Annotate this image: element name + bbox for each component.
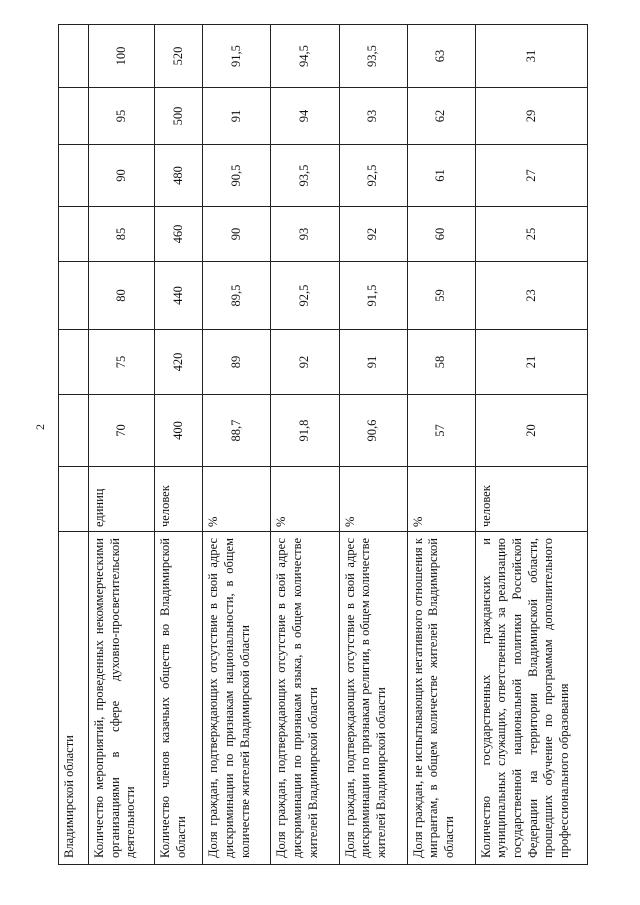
value-cell: 21 xyxy=(475,330,587,395)
value-cell: 23 xyxy=(475,262,587,330)
value-cell: 90,6 xyxy=(339,395,407,467)
unit-cell: % xyxy=(203,467,271,532)
indicator-name-cell: Доля граждан, не испытывающих негативного отношения к мигрантам, в общем количестве жителей Владимирской области xyxy=(407,532,475,865)
value-cell: 59 xyxy=(407,262,475,330)
value-cell: 90 xyxy=(89,145,155,207)
value-cell: 75 xyxy=(89,330,155,395)
unit-cell: % xyxy=(407,467,475,532)
value-cell: 88,7 xyxy=(203,395,271,467)
table-row xyxy=(475,25,587,865)
value-cell: 93 xyxy=(339,88,407,145)
indicator-name-cell: Доля граждан, подтверждающих отсутствие в свой адрес дискриминации по признакам национальности, в общем количестве жителей Владимирской области xyxy=(203,532,271,865)
value-cell: 93 xyxy=(271,207,339,262)
value-cell: 93,5 xyxy=(271,145,339,207)
value-cell: 62 xyxy=(407,88,475,145)
value-cell: 25 xyxy=(475,207,587,262)
unit-cell: % xyxy=(271,467,339,532)
unit-cell: человек xyxy=(155,467,203,532)
value-cell: 400 xyxy=(155,395,203,467)
value-cell: 61 xyxy=(407,145,475,207)
table-row xyxy=(59,25,89,865)
table-row xyxy=(155,25,203,865)
value-cell: 89,5 xyxy=(203,262,271,330)
table-row xyxy=(271,25,339,865)
value-cell: 31 xyxy=(475,25,587,88)
value-cell: 20 xyxy=(475,395,587,467)
value-cell: 29 xyxy=(475,88,587,145)
value-cell: 92,5 xyxy=(339,145,407,207)
indicator-name-cell: Доля граждан, подтверждающих отсутствие в свой адрес дискриминации по признакам языка, в общем количестве жителей Владимирской области xyxy=(271,532,339,865)
page-number: 2 xyxy=(33,424,47,430)
empty-cell xyxy=(59,207,89,262)
value-cell: 460 xyxy=(155,207,203,262)
value-cell: 480 xyxy=(155,145,203,207)
value-cell: 80 xyxy=(89,262,155,330)
value-cell: 94 xyxy=(271,88,339,145)
value-cell: 93,5 xyxy=(339,25,407,88)
empty-cell xyxy=(59,88,89,145)
value-cell: 91,5 xyxy=(339,262,407,330)
value-cell: 60 xyxy=(407,207,475,262)
value-cell: 27 xyxy=(475,145,587,207)
unit-cell: единиц xyxy=(89,467,155,532)
indicator-name-cell: Доля граждан, подтверждающих отсутствие в свой адрес дискриминации по признакам религии, в общем количестве жителей Владимирской области xyxy=(339,532,407,865)
continuation-cell: Владимирской области xyxy=(59,532,89,865)
table-row xyxy=(339,25,407,865)
value-cell: 94,5 xyxy=(271,25,339,88)
value-cell: 58 xyxy=(407,330,475,395)
indicator-name-cell: Количество членов казачьих обществ во Владимирской области xyxy=(155,532,203,865)
value-cell: 63 xyxy=(407,25,475,88)
table-row xyxy=(203,25,271,865)
value-cell: 91,5 xyxy=(203,25,271,88)
value-cell: 92,5 xyxy=(271,262,339,330)
empty-cell xyxy=(59,262,89,330)
unit-cell: человек xyxy=(475,467,587,532)
unit-cell: % xyxy=(339,467,407,532)
table-row xyxy=(407,25,475,865)
value-cell: 520 xyxy=(155,25,203,88)
value-cell: 91 xyxy=(203,88,271,145)
value-cell: 90 xyxy=(203,207,271,262)
empty-cell xyxy=(59,145,89,207)
indicators-table xyxy=(58,24,588,865)
indicator-name-cell: Количество государственных гражданских и муниципальных служащих, ответственных за реализацию государственной национальной политики Российской Федерации на территории Владимирской области, прошедших обучение по программам дополнительного профессионального образования xyxy=(475,532,587,865)
value-cell: 70 xyxy=(89,395,155,467)
value-cell: 91 xyxy=(339,330,407,395)
value-cell: 95 xyxy=(89,88,155,145)
value-cell: 91,8 xyxy=(271,395,339,467)
value-cell: 420 xyxy=(155,330,203,395)
value-cell: 92 xyxy=(339,207,407,262)
indicator-name-cell: Количество мероприятий, проведенных некоммерческими организациями в сфере духовно-просветительской деятельности xyxy=(89,532,155,865)
table-row xyxy=(89,25,155,865)
empty-cell xyxy=(59,330,89,395)
value-cell: 100 xyxy=(89,25,155,88)
value-cell: 85 xyxy=(89,207,155,262)
empty-cell xyxy=(59,467,89,532)
empty-cell xyxy=(59,25,89,88)
value-cell: 57 xyxy=(407,395,475,467)
table-body xyxy=(59,25,588,865)
value-cell: 500 xyxy=(155,88,203,145)
rotated-table-wrapper xyxy=(58,25,588,865)
empty-cell xyxy=(59,395,89,467)
value-cell: 90,5 xyxy=(203,145,271,207)
value-cell: 89 xyxy=(203,330,271,395)
value-cell: 92 xyxy=(271,330,339,395)
value-cell: 440 xyxy=(155,262,203,330)
